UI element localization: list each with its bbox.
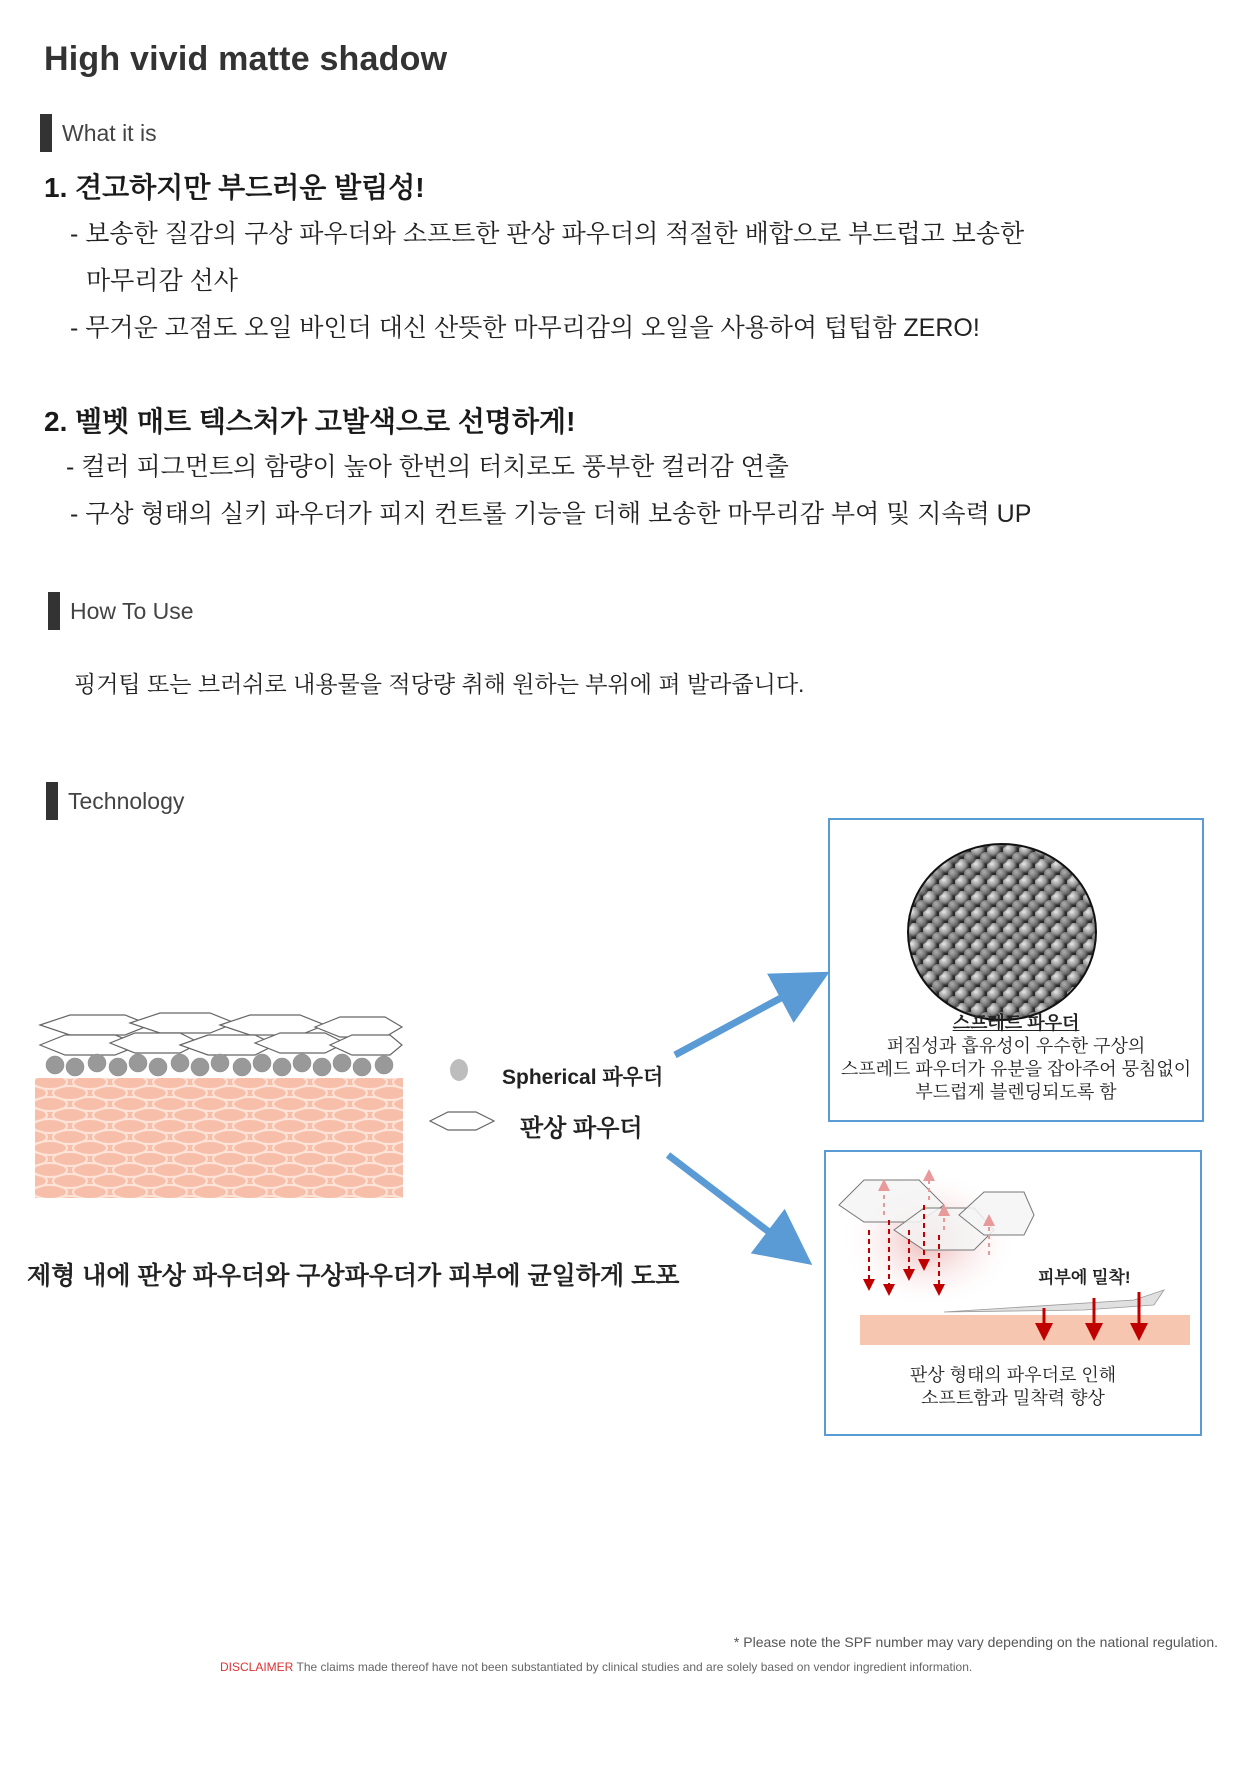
spread-powder-line3: 부드럽게 블렌딩되도록 함 [915,1082,1117,1102]
section-what-it-is [40,114,157,152]
section-bar [40,114,52,152]
plate-powder-icon [426,1108,498,1134]
spread-powder-title: 스프레드 파우더 [952,1013,1080,1033]
diagram-caption: 제형 내에 판상 파우더와 구상파우더가 피부에 균일하게 도포 [27,1262,680,1290]
section-label: How To Use [70,597,194,624]
arrows-graphic [655,965,835,1265]
plate-powder-box [824,1150,1202,1436]
adhesion-diagram [834,1160,1194,1350]
plate-powder-line1: 판상 형태의 파우더로 인해 [909,1365,1117,1385]
section-label: Technology [68,787,185,814]
point2-heading: 2. 벨벳 매트 텍스처가 고발색으로 선명하게! [44,406,576,437]
point1-line1b: 마무리감 선사 [86,267,238,295]
spread-powder-box [828,818,1204,1122]
spherical-powder-icon [448,1058,470,1082]
plate-powder-line2: 소프트함과 밀착력 향상 [921,1388,1105,1408]
spread-powder-line2: 스프레드 파우더가 유분을 잡아주어 뭉침없이 [840,1059,1192,1079]
point1-line1: - 보송한 질감의 구상 파우더와 소프트한 판상 파우더의 적절한 배합으로 부드럽고 보송한 [70,220,1025,248]
arrow-up-icon [675,985,805,1055]
disclaimer [220,1660,972,1674]
point2-line2: - 구상 형태의 실키 파우더가 피지 컨트롤 기능을 더해 보송한 마무리감 부여 및 지속력 UP [70,500,1032,528]
disclaimer-label: DISCLAIMER [220,1660,294,1674]
section-bar [48,592,60,630]
point1-line2: - 무거운 고점도 오일 바인더 대신 산뜻한 마무리감의 오일을 사용하여 텁텁함 ZERO! [70,314,980,342]
skin-layer-diagram [30,1005,410,1200]
page-title: High vivid matte shadow [44,40,448,78]
microscope-sphere-image [906,842,1098,1022]
section-bar [46,782,58,820]
point2-line1: - 컬러 피그먼트의 함량이 높아 한번의 터치로도 풍부한 컬러감 연출 [66,453,789,481]
arrow-down-icon [668,1155,790,1248]
legend-plate-label: 판상 파우더 [520,1115,643,1142]
disclaimer-text: The claims made thereof have not been substantiated by clinical studies and are solely based on vendor ingredient information. [296,1660,973,1674]
section-label: What it is [62,119,157,146]
how-to-use-text: 핑거팁 또는 브러쉬로 내용물을 적당량 취해 원하는 부위에 펴 발라줍니다. [74,671,805,697]
spread-powder-line1: 퍼짐성과 흡유성이 우수한 구상의 [886,1036,1146,1056]
adhesion-label: 피부에 밀착! [1038,1268,1131,1287]
spf-footnote: * Please note the SPF number may vary depending on the national regulation. [733,1634,1218,1650]
legend-spherical-label: Spherical 파우더 [502,1066,664,1089]
point1-heading: 1. 견고하지만 부드러운 발림성! [44,172,425,203]
section-how-to-use [48,592,194,630]
section-technology [46,782,184,820]
